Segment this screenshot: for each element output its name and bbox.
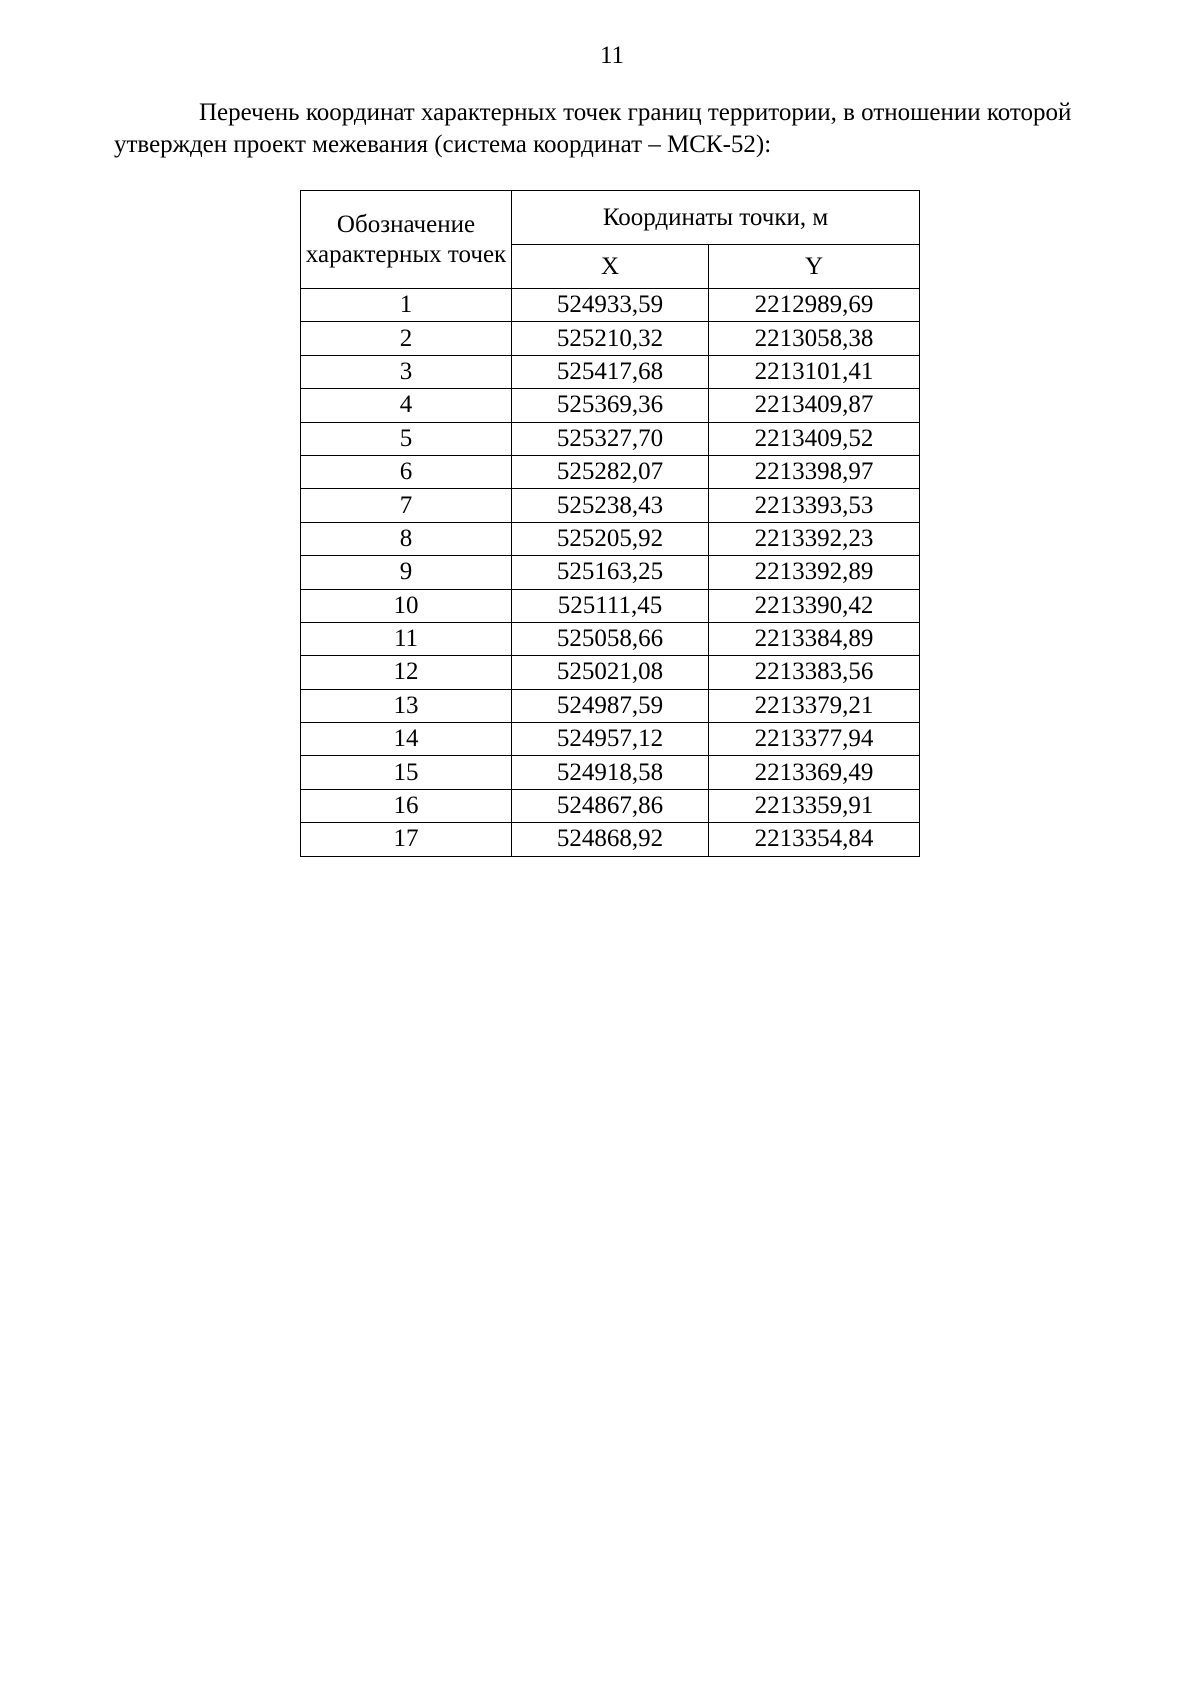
- table-row: [301, 289, 920, 322]
- page-number: 11: [599, 42, 625, 69]
- y-coordinate-cell: 2212989,69: [709, 289, 920, 322]
- point-number-cell: 4: [301, 389, 512, 422]
- table-body: [301, 289, 920, 857]
- x-coordinate-cell: 525205,92: [512, 522, 709, 555]
- point-number-cell: 16: [301, 789, 512, 822]
- y-coordinate-cell: 2213377,94: [709, 723, 920, 756]
- table-row: [301, 756, 920, 789]
- y-coordinate-cell: 2213101,41: [709, 355, 920, 388]
- point-number-cell: 9: [301, 556, 512, 589]
- table-row: [301, 489, 920, 522]
- x-coordinate-cell: 525210,32: [512, 322, 709, 355]
- point-number-cell: 1: [301, 289, 512, 322]
- y-coordinate-cell: 2213383,56: [709, 656, 920, 689]
- header-x: X: [512, 245, 709, 289]
- y-coordinate-cell: 2213409,87: [709, 389, 920, 422]
- y-coordinate-cell: 2213384,89: [709, 622, 920, 655]
- table-row: [301, 556, 920, 589]
- point-number-cell: 8: [301, 522, 512, 555]
- point-number-cell: 10: [301, 589, 512, 622]
- y-coordinate-cell: 2213359,91: [709, 789, 920, 822]
- x-coordinate-cell: 525163,25: [512, 556, 709, 589]
- table-row: [301, 522, 920, 555]
- table-row: [301, 322, 920, 355]
- x-coordinate-cell: 524868,92: [512, 823, 709, 856]
- x-coordinate-cell: 524918,58: [512, 756, 709, 789]
- y-coordinate-cell: 2213390,42: [709, 589, 920, 622]
- x-coordinate-cell: 524867,86: [512, 789, 709, 822]
- x-coordinate-cell: 525058,66: [512, 622, 709, 655]
- table-row: [301, 589, 920, 622]
- point-number-cell: 5: [301, 422, 512, 455]
- x-coordinate-cell: 525021,08: [512, 656, 709, 689]
- point-number-cell: 12: [301, 656, 512, 689]
- y-coordinate-cell: 2213379,21: [709, 689, 920, 722]
- table-row: [301, 656, 920, 689]
- y-coordinate-cell: 2213409,52: [709, 422, 920, 455]
- y-coordinate-cell: 2213393,53: [709, 489, 920, 522]
- y-coordinate-cell: 2213392,89: [709, 556, 920, 589]
- point-number-cell: 3: [301, 355, 512, 388]
- x-coordinate-cell: 525282,07: [512, 455, 709, 488]
- coordinates-table: [300, 190, 920, 857]
- x-coordinate-cell: 525327,70: [512, 422, 709, 455]
- table-row: [301, 455, 920, 488]
- y-coordinate-cell: 2213369,49: [709, 756, 920, 789]
- x-coordinate-cell: 525369,36: [512, 389, 709, 422]
- point-number-cell: 11: [301, 622, 512, 655]
- y-coordinate-cell: 2213058,38: [709, 322, 920, 355]
- x-coordinate-cell: 524987,59: [512, 689, 709, 722]
- x-coordinate-cell: 525111,45: [512, 589, 709, 622]
- point-number-cell: 7: [301, 489, 512, 522]
- table-header: [301, 191, 920, 289]
- point-number-cell: 2: [301, 322, 512, 355]
- x-coordinate-cell: 524957,12: [512, 723, 709, 756]
- point-number-cell: 13: [301, 689, 512, 722]
- y-coordinate-cell: 2213398,97: [709, 455, 920, 488]
- table-row: [301, 689, 920, 722]
- point-number-cell: 6: [301, 455, 512, 488]
- point-number-cell: 14: [301, 723, 512, 756]
- y-coordinate-cell: 2213392,23: [709, 522, 920, 555]
- point-number-cell: 17: [301, 823, 512, 856]
- table-row: [301, 789, 920, 822]
- y-coordinate-cell: 2213354,84: [709, 823, 920, 856]
- table-row: [301, 422, 920, 455]
- table-row: [301, 622, 920, 655]
- intro-paragraph: Перечень координат характерных точек границ территории, в отношении которой утвержден проект межевания (система координат – МСК-52):: [114, 99, 1072, 158]
- table-row: [301, 723, 920, 756]
- table-row: [301, 355, 920, 388]
- x-coordinate-cell: 524933,59: [512, 289, 709, 322]
- table-row: [301, 389, 920, 422]
- x-coordinate-cell: 525417,68: [512, 355, 709, 388]
- table-row: [301, 823, 920, 856]
- header-point-designation: Обозначение характерных точек: [301, 191, 512, 289]
- x-coordinate-cell: 525238,43: [512, 489, 709, 522]
- header-y: Y: [709, 245, 920, 289]
- point-number-cell: 15: [301, 756, 512, 789]
- header-coordinates: Координаты точки, м: [512, 191, 920, 245]
